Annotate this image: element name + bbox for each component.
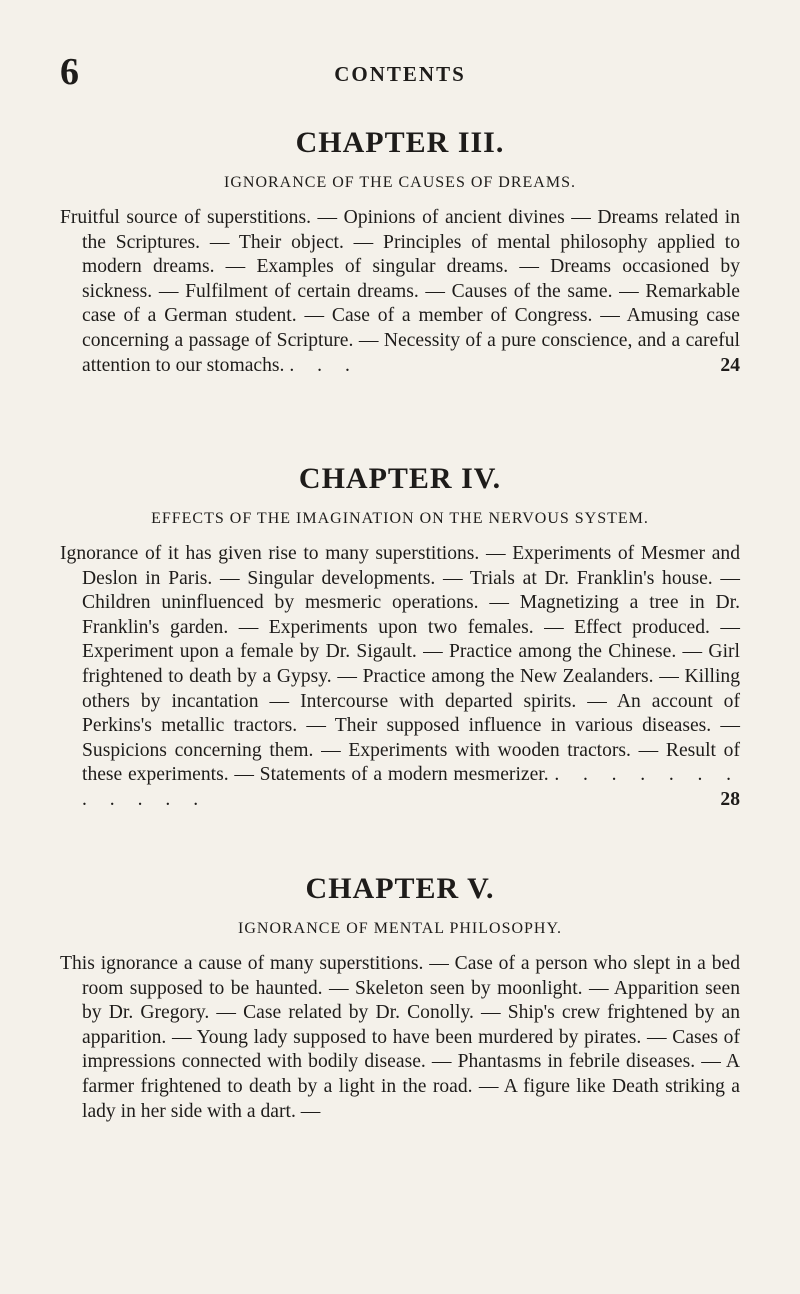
chapter-page-ref: 24	[720, 354, 740, 376]
chapter-summary-text: Fruitful source of superstitions. — Opinions of ancient divines — Dreams related in the Scriptures. — Their object. — Principles of mental philosophy applied to modern dreams. — Examples of singular dreams. — Dreams occasioned by sickness. — Fulfilment of certain dreams. — Causes of the same. — Remarkable case of a German student. — Case of a member of Congress. — Amusing case concerning a passage of Scripture. — Necessity of a pure conscience, and a careful attention to our stomachs.	[60, 207, 740, 376]
chapter-iv-entry	[60, 462, 740, 813]
dot-leader: . . .	[289, 354, 359, 376]
chapter-page-ref: 28	[720, 788, 740, 810]
chapter-summary	[60, 206, 740, 378]
chapter-heading: CHAPTER III.	[295, 126, 505, 159]
chapter-subtitle: IGNORANCE OF THE CAUSES OF DREAMS.	[224, 174, 576, 191]
chapter-heading: CHAPTER V.	[305, 872, 495, 905]
chapter-subtitle: EFFECTS OF THE IMAGINATION ON THE NERVOUS SYSTEM.	[151, 510, 649, 527]
chapter-summary	[60, 542, 740, 813]
running-title: CONTENTS	[334, 62, 466, 86]
running-head	[60, 50, 740, 93]
page-number: 6	[60, 51, 79, 93]
chapter-summary-text: Ignorance of it has given rise to many superstitions. — Experiments of Mesmer and Deslon in Paris. — Singular developments. — Trials at Dr. Franklin's house. — Children uninfluenced by mesmeric operations. — Magnetizing a tree in Dr. Franklin's garden. — Experiments upon two females. — Effect produced. — Experiment upon a female by Dr. Sigault. — Practice among the Chinese. — Girl frightened to death by a Gypsy. — Practice among the New Zealanders. — Killing others by incantation — Intercourse with departed spirits. — An account of Perkins's metallic tractors. — Their supposed influence in various diseases. — Suspicions concerning them. — Experiments with wooden tractors. — Result of these experiments. — Statements of a modern mesmerizer.	[60, 543, 740, 786]
chapter-heading: CHAPTER IV.	[298, 462, 502, 495]
chapter-summary-text: This ignorance a cause of many superstitions. — Case of a person who slept in a bed room supposed to be haunted. — Skeleton seen by moonlight. — Apparition seen by Dr. Gregory. — Case related by Dr. Conolly. — Ship's crew frightened by an apparition. — Young lady supposed to have been murdered by pirates. — Cases of impressions connected with bodily disease. — Phantasms in febrile diseases. — A farmer frightened to death by a light in the road. — A figure like Death striking a lady in her side with a dart. —	[60, 953, 740, 1122]
chapter-summary	[60, 952, 740, 1124]
chapter-v-entry	[60, 872, 740, 1124]
chapter-subtitle: IGNORANCE OF MENTAL PHILOSOPHY.	[238, 920, 562, 937]
chapter-iii-entry	[60, 126, 740, 378]
dot-leader: . . . . . . . . . . . .	[82, 764, 741, 810]
